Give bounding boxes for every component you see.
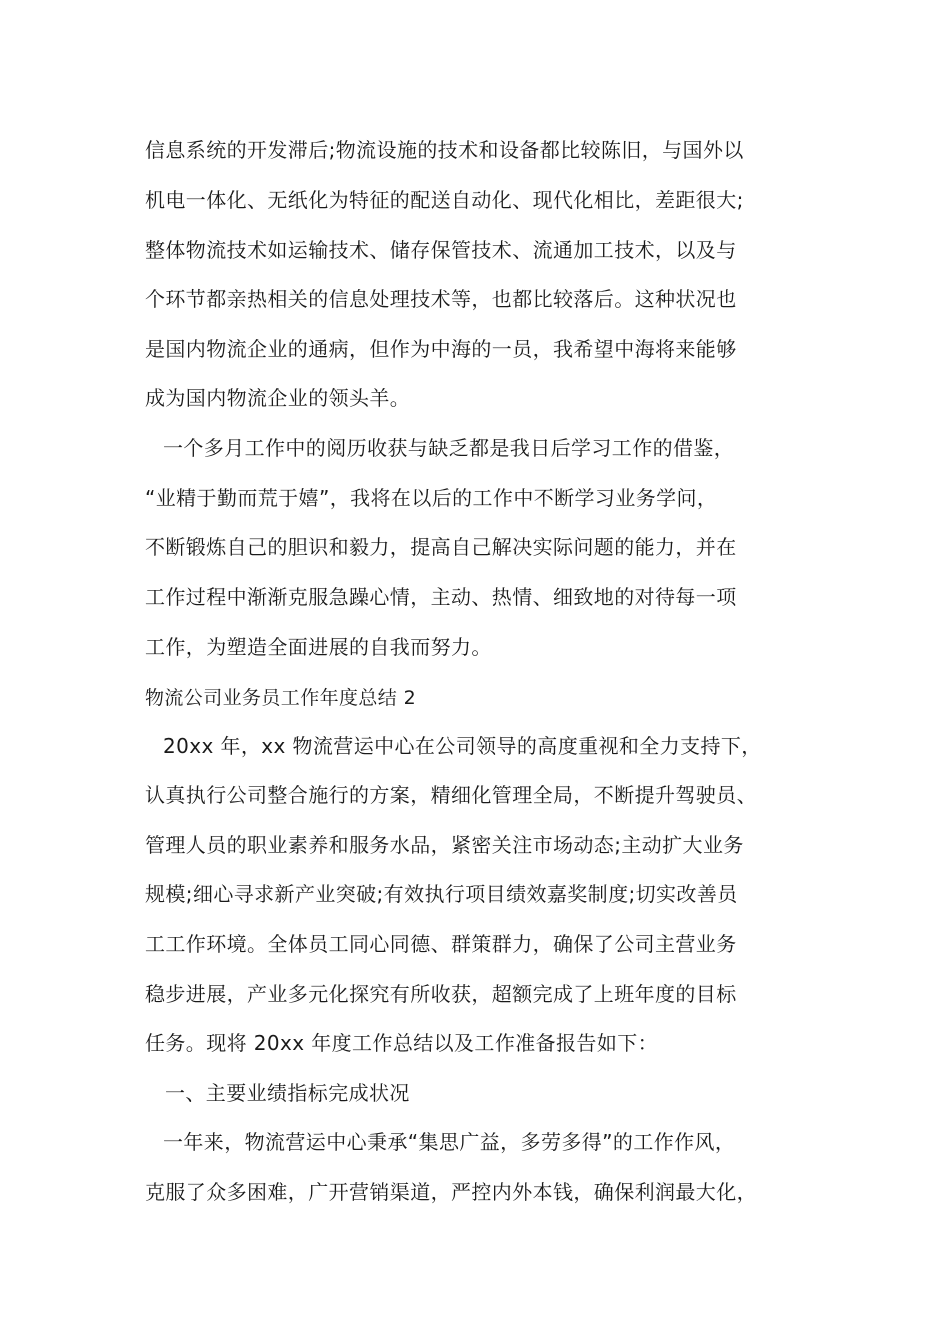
paragraph-line: 个环节都亲热相关的信息处理技术等，也都比较落后。这种状况也 [145,287,737,311]
paragraph-line: 规模;细心寻求新产业突破;有效执行项目绩效嘉奖制度;切实改善员 [145,882,738,906]
paragraph-line: 是国内物流企业的通病，但作为中海的一员，我希望中海将来能够 [145,337,737,361]
paragraph-line: 20xx 年，xx 物流营运中心在公司领导的高度重视和全力支持下， [163,734,762,758]
paragraph-line: 机电一体化、无纸化为特征的配送自动化、现代化相比，差距很大; [145,188,744,212]
paragraph-line: 稳步进展，产业多元化探究有所收获，超额完成了上班年度的目标 [145,982,737,1006]
paragraph-line: 不断锻炼自己的胆识和毅力，提高自己解决实际问题的能力，并在 [145,535,737,559]
paragraph-line: “业精于勤而荒于嬉”，我将在以后的工作中不断学习业务学问， [145,486,718,510]
paragraph-line: 工工作环境。全体员工同心同德、群策群力，确保了公司主营业务 [145,932,737,956]
section-title: 物流公司业务员工作年度总结 2 [145,687,417,709]
paragraph-line: 整体物流技术如运输技术、储存保管技术、流通加工技术，以及与 [145,238,737,262]
paragraph-line: 一年来，物流营运中心秉承“集思广益，多劳多得”的工作作风， [163,1130,736,1154]
paragraph-line: 工作过程中渐渐克服急躁心情，主动、热情、细致地的对待每一项 [145,585,737,609]
paragraph-line: 管理人员的职业素养和服务水品，紧密关注市场动态;主动扩大业务 [145,833,744,857]
paragraph-line: 克服了众多困难，广开营销渠道，严控内外本钱，确保利润最大化， [145,1180,757,1204]
paragraph-line: 工作，为塑造全面进展的自我而努力。 [145,635,492,659]
paragraph-line: 成为国内物流企业的领头羊。 [145,386,411,410]
subheading: 一、主要业绩指标完成状况 [165,1081,410,1105]
paragraph-line: 认真执行公司整合施行的方案，精细化管理全局，不断提升驾驶员、 [145,783,757,807]
paragraph-line: 任务。现将 20xx 年度工作总结以及工作准备报告如下： [145,1031,659,1055]
paragraph-line: 一个多月工作中的阅历收获与缺乏都是我日后学习工作的借鉴， [163,436,735,460]
paragraph-line: 信息系统的开发滞后;物流设施的技术和设备都比较陈旧，与国外以 [145,138,744,162]
